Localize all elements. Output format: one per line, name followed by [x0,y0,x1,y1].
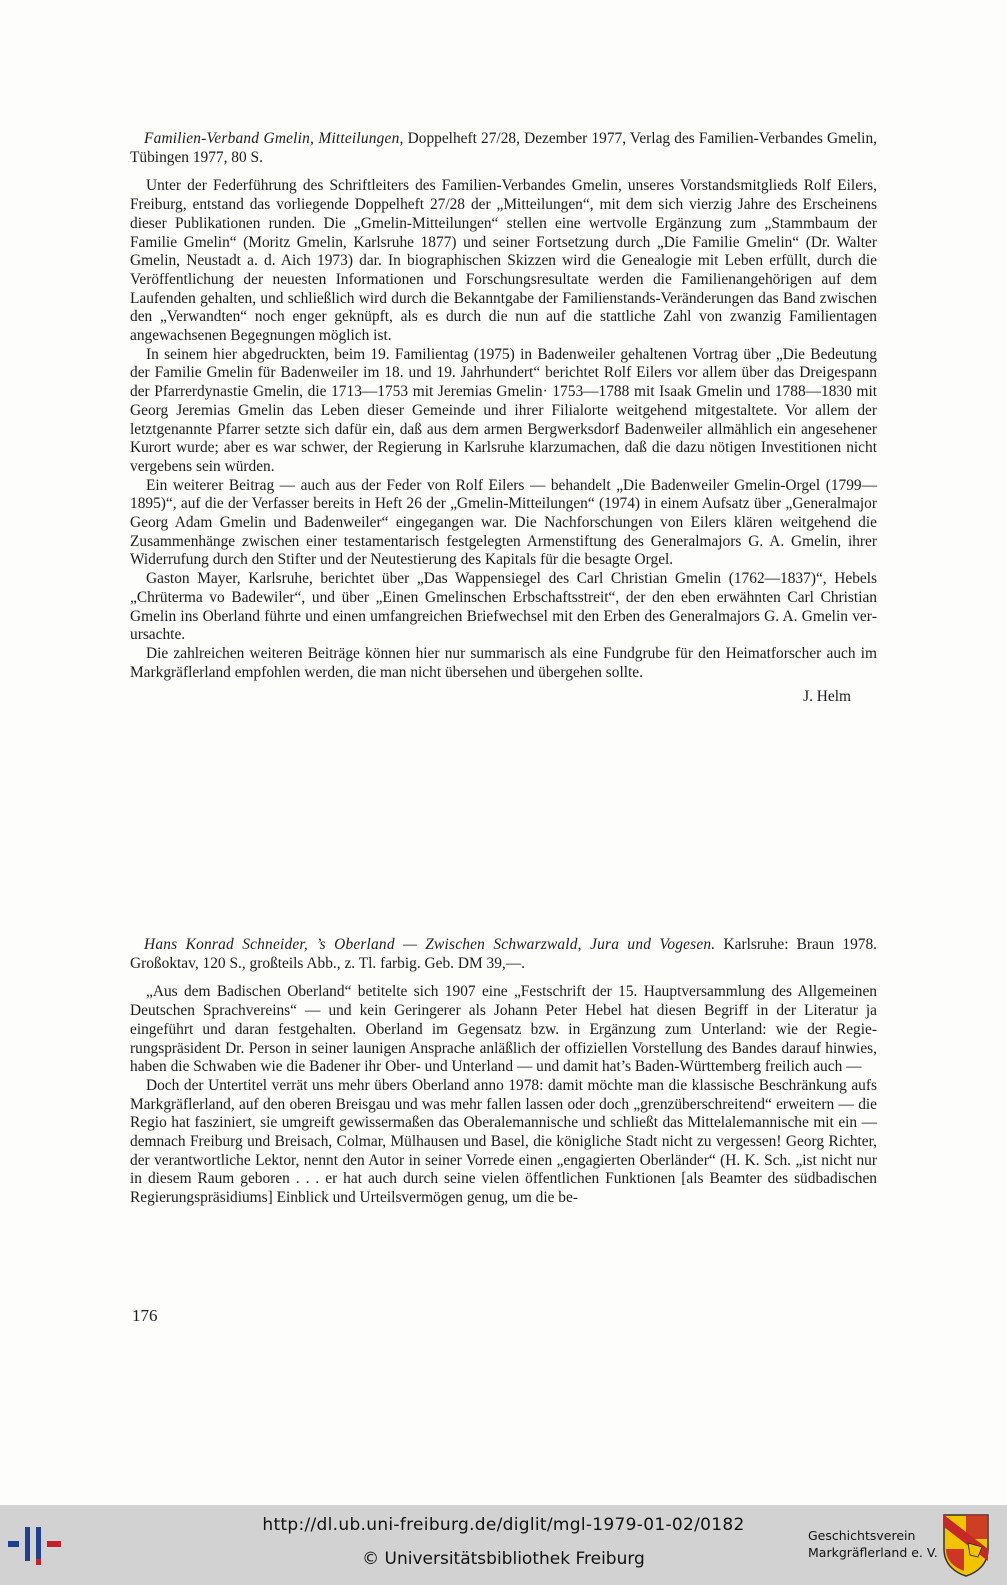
society-name-line1: Geschichtsverein [808,1528,916,1543]
citation-title: Hans Konrad Schneider, ’s Oberland — Zwischen Schwarzwald, Jura und Vogesen. [144,936,716,953]
paragraph: Die zahlreichen weiteren Beiträge können hier nur summarisch als eine Fundgrube für den Heimatforscher auch im Markgräflerland empfohlen werden, die man nicht übersehen und übergehen sollte. [130,644,877,681]
citation [130,130,877,167]
society-name [808,1527,938,1561]
footer-bar [0,1505,1007,1585]
page-number: 176 [132,1306,158,1325]
copyright-notice: © Universitätsbibliothek Freiburg [362,1549,645,1569]
citation-details: Karlsruhe: Braun 1978. Großoktav, 120 S., großteils Abb., z. Tl. farbig. Geb. DM 39,—. [130,936,878,972]
paragraph: Gaston Mayer, Karlsruhe, berichtet über „Das Wappensiegel des Carl Christian Gmelin (1762—1837)“, Hebels „Chrüterma vo Badewiler“, und über „Einen Gmelinschen Erbschaftsstreit“, der den eben erwähnten Carl Christian Gmelin ins Oberland führte und einen umfangreichen Briefwechsel mit den Erben des Generalmajors G. A. Gmelin verursachte. [130,570,877,644]
citation [130,936,877,973]
paragraph: Doch der Untertitel verrät uns mehr übers Oberland anno 1978: damit möchte man die klassische Beschränkung aufs Markgräflerland, auf den oberen Breisgau und was mehr fallen lassen oder doch „grenzüberschreitend“ erweitern — die Regio hat fasziniert, sie umgreift gewissermaßen das Oberalemannische und schließt das Mittelalemannische mit ein — demnach Freiburg und Breisach, Colmar, Mülhausen und Basel, die königliche Stadt nicht zu vergessen! Georg Richter, der verantwortliche Lektor, nennt den Autor in seiner Vorrede einen „engagierten Oberländer“ (H. K. Sch. „ist nicht nur in diesem Raum geboren . . . er hat auch durch seine vielen öffentlichen Funktionen [als Beamter des südbadischen Regierungspräsidiums] Einblick und Urteilsvermögen genug, um die be- [130,1076,877,1207]
coat-of-arms-icon [942,1513,990,1577]
citation-details: Doppelheft 27/28, Dezember 1977, Verlag des Familien-Verbandes Gmelin, Tübingen 1977, 80 S. [130,130,877,166]
paragraph: Unter der Federführung des Schriftleiters des Familien-Verbandes Gmelin, unseres Vorstandsmitglieds Rolf Eilers, Freiburg, entstand das vorliegende Doppelheft 27/28 der „Mitteilungen“, mit dem sich vierzig Jahre des Erscheinens dieser Publikationen runden. Die „Gmelin-Mitteilungen“ stellen eine wertvolle Ergänzung zum „Stammbaum der Familie Gmelin“ (Moritz Gmelin, Karlsruhe 1877) und seiner Fortsetzung durch „Die Familie Gmelin“ (Dr. Walter Gmelin, Neustadt a. d. Aich 1973) dar. In biographischen Skizzen wird die Genealogie mit Leben erfüllt, durch die Veröffentlichung der neuesten Informationen und Forschungsresultate werden die Familienangehörigen auf dem Laufenden gehalten, und schließlich wird durch die Bekanntgabe der Familienstands-Veränderungen das Band zwischen den „Verwandten“ noch enger geknüpft, als es durch die nun auf die stattliche Zahl von zwanzig Familientagen angewachsenen Begegnungen möglich ist. [130,177,877,345]
society-name-line2: Markgräflerland e. V. [808,1545,938,1560]
review-gmelin-mitteilungen [130,130,877,707]
review-oberland [130,936,877,1208]
paragraph: „Aus dem Badischen Oberland“ betitelte sich 1907 eine „Festschrift der 15. Hauptversammlung des Allgemeinen Deutschen Sprachvereins“ — und kein Geringerer als Johann Peter Hebel hat diesen Begriff in der Literatur ja eingeführt und daran festgehalten. Oberland im Gegensatz bzw. in Ergänzung zum Unterland: wie der Regierungspräsident Dr. Person in seiner launigen Ansprache anläßlich der offiziellen Vorstellung des Bandes darauf hinwies, haben die Schwaben wie die Badener ihr Ober- und Unterland — und damit hat’s Baden-Württemberg freilich auch — [130,983,877,1076]
permalink-url[interactable]: http://dl.ub.uni-freiburg.de/diglit/mgl-1979-01-02/0182 [262,1515,745,1535]
citation-title: Familien-Verband Gmelin, Mitteilungen, [144,130,404,147]
paragraph: Ein weiterer Beitrag — auch aus der Feder von Rolf Eilers — behandelt „Die Badenweiler Gmelin-Orgel (1799—1895)“, auf die der Verfasser bereits in Heft 26 der „Gmelin-Mitteilungen“ (1974) in einem Aufsatz über „Generalmajor Georg Adam Gmelin und Badenweiler“ eingegangen war. Die Nachforschungen von Eilers klären weitgehend die Zusammenhänge zwischen einer testamentarisch festgelegten Armenstiftung des Generalmajors G. A. Gmelin, ihrer Widerrufung durch den Stifter und der Neutestierung des Kapitals für die besagte Orgel. [130,476,877,569]
paragraph: In seinem hier abgedruckten, beim 19. Familientag (1975) in Badenweiler gehaltenen Vortrag über „Die Bedeutung der Familie Gmelin für Badenweiler im 18. und 19. Jahrhundert“ berichtet Rolf Eilers vor allem über das Dreigespann der Pfarrerdynastie Gmelin, die 1713—1753 mit Jeremias Gmelin· 1753—1788 mit Isaak Gmelin und 1788—1830 mit Georg Jeremias Gmelin das Leben dieser Gemeinde und ihrer Filialorte weitgehend mitgestaltete. Vor allem der letztgenannte Pfarrer setzte sich dafür ein, daß aus dem armen Bergwerksdorf Badenweiler allmählich ein angesehener Kurort wurde; aber es war schwer, der Regierung in Karlsruhe klarzumachen, daß die dazu nötigen Investitionen nicht vergebens sein würden. [130,345,877,475]
reviewer-signature: J. Helm [803,688,851,706]
